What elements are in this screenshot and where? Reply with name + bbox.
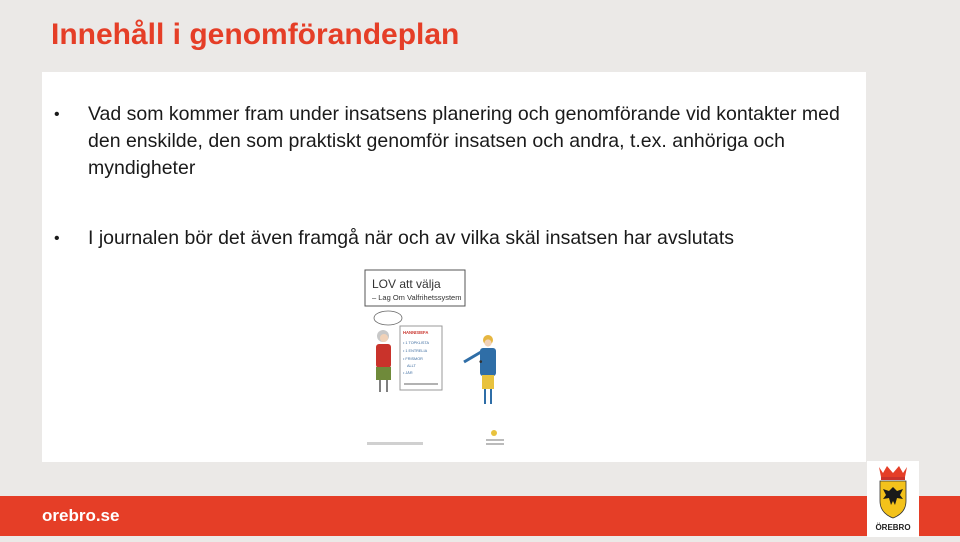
publisher-logo (367, 442, 423, 445)
woman-jacket (376, 344, 391, 368)
bullet-item (54, 225, 848, 252)
bullet-text: Vad som kommer fram under insatsens planering och genomförande vid kontakter med den enskilde, den som praktiskt genomför insatsen och andra, t.ex. anhöriga och myndigheter (88, 103, 840, 179)
bullet-marker: • (54, 106, 60, 123)
footer-website-link[interactable]: orebro.se (42, 506, 120, 525)
coat-of-arms-icon (867, 461, 919, 521)
board-line: ALLT (407, 364, 416, 368)
bullet-item (54, 101, 848, 182)
woman-face (380, 334, 388, 342)
illustration-title: LOV att välja (372, 277, 441, 291)
bullet-marker: • (54, 230, 60, 247)
woman-skirt (376, 367, 391, 380)
illustration-subtitle: – Lag Om Valfrihetssystem (372, 293, 462, 302)
board-line: • JÄR (403, 371, 413, 375)
slide-title: Innehåll i genomförandeplan (51, 18, 460, 51)
stray-bullet: • (479, 357, 483, 368)
man-face (484, 339, 491, 346)
logo-wordmark: ÖREBRO (875, 523, 911, 532)
board-line: • FRISMOR (403, 357, 423, 361)
lov-illustration (362, 268, 522, 458)
board-line: • 1 ENTRELIA (403, 349, 428, 353)
board-heading: HANNISIEFA (403, 330, 429, 335)
speech-bubble (374, 311, 402, 325)
crown-logo (491, 430, 497, 436)
board-line: • 1 TOPKLISTA (403, 341, 430, 345)
footer-band (0, 496, 960, 536)
content-panel (42, 72, 866, 462)
man-trousers (482, 375, 494, 389)
orebro-logo (867, 461, 919, 537)
bullet-text: I journalen bör det även framgå när och av vilka skäl insatsen har avslutats (88, 227, 735, 249)
